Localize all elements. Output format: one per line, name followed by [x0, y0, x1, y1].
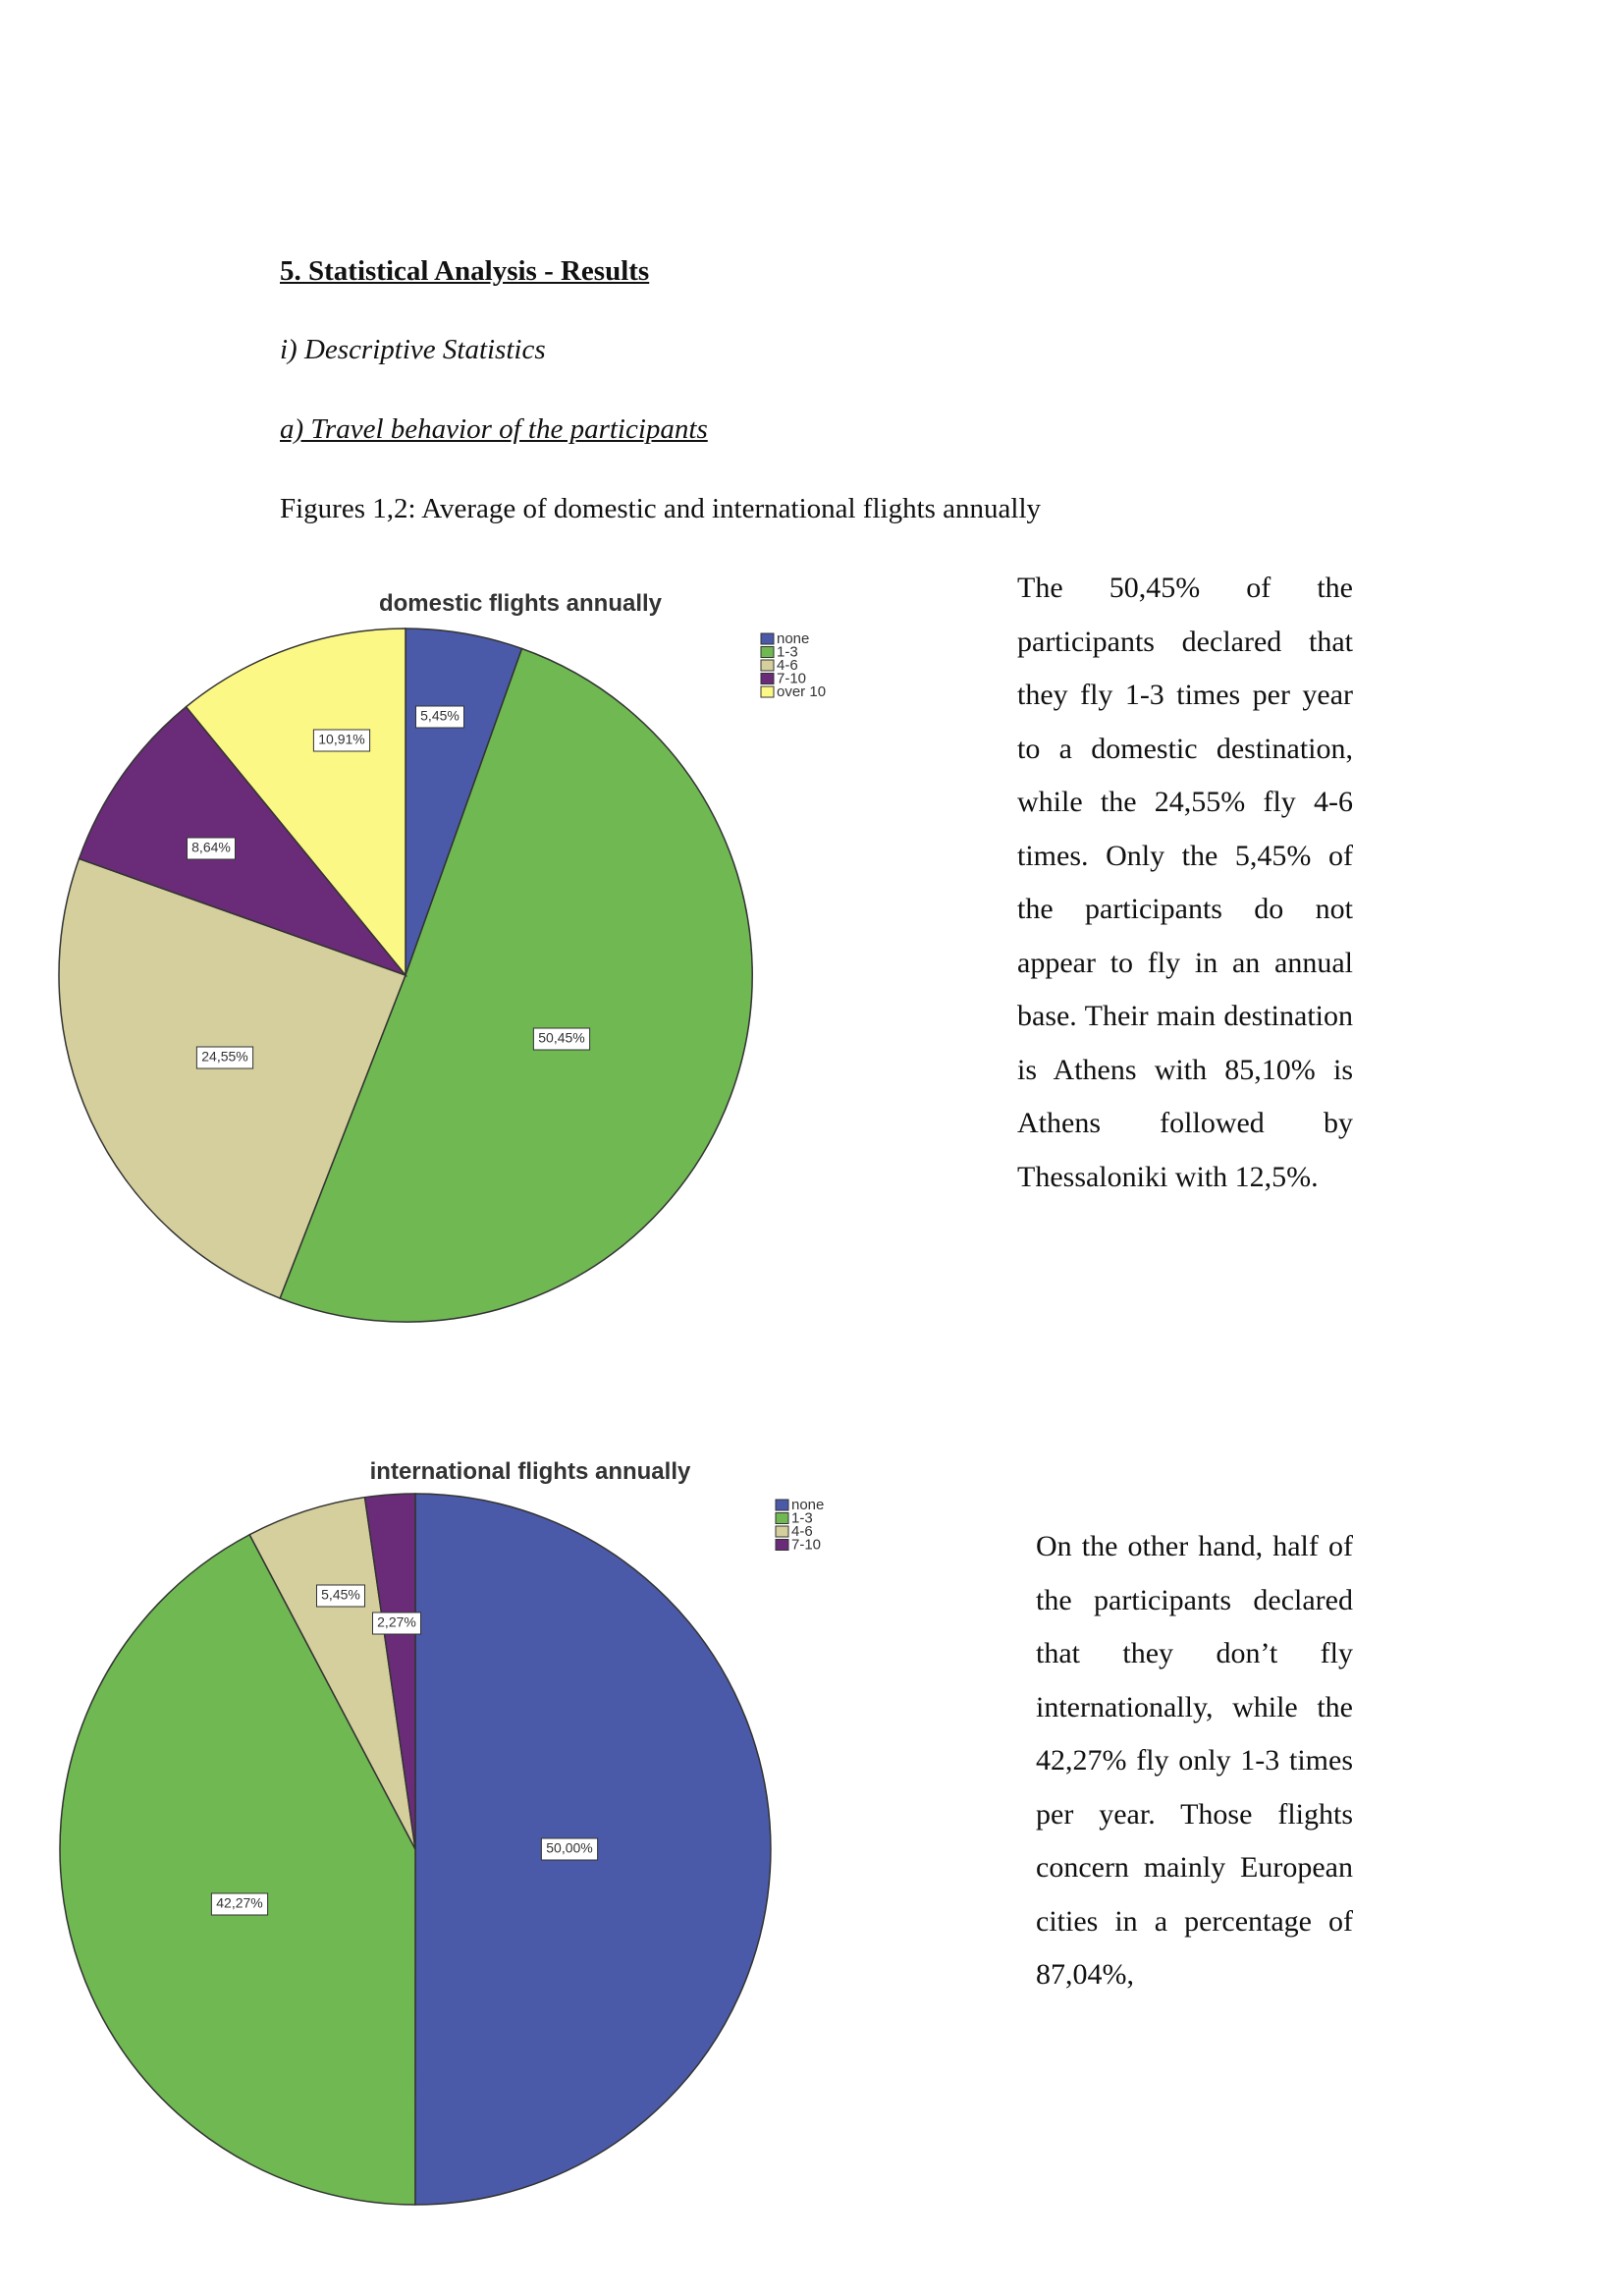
legend-label: 4-6 [791, 1523, 813, 1540]
data-label [211, 1893, 267, 1915]
data-label [313, 730, 369, 751]
domestic-flights-pie-chart [0, 570, 884, 1336]
legend-label: none [791, 1497, 825, 1513]
legend-swatch [761, 660, 774, 671]
legend-label: 1-3 [791, 1509, 813, 1527]
legend-label: 1-3 [777, 643, 798, 661]
legend-swatch [776, 1513, 788, 1524]
legend-swatch [776, 1540, 788, 1551]
data-label [196, 1047, 252, 1068]
paragraph-domestic: The 50,45% of the participants declared that they fly 1-3 times per year to a domestic destination, while the 24,55% fly 4-6 times. Only the 5,45% of the participants do not appear to fly in an annual base. Their main destination is Athens with 85,10% is Athens followed by Thessaloniki with 12,5%. [1017, 572, 1353, 1193]
chart-title: domestic flights annually [378, 590, 663, 617]
legend-swatch [761, 647, 774, 658]
legend-label: over 10 [777, 683, 827, 700]
legend-label: 4-6 [777, 657, 798, 674]
data-label [541, 1838, 597, 1860]
figure-caption: Figures 1,2: Average of domestic and international flights annually [280, 493, 1042, 524]
legend-label: 7-10 [777, 670, 807, 687]
legend-swatch [761, 633, 774, 644]
svg-text:24,55%: 24,55% [201, 1048, 248, 1065]
svg-text:10,91%: 10,91% [318, 731, 365, 747]
legend-label: 7-10 [791, 1536, 822, 1554]
data-label [533, 1028, 589, 1050]
legend-label: none [777, 630, 810, 647]
svg-text:50,45%: 50,45% [538, 1029, 585, 1046]
svg-text:5,45%: 5,45% [321, 1586, 360, 1603]
data-label [317, 1585, 365, 1607]
data-label [188, 838, 236, 859]
legend-swatch [776, 1526, 788, 1537]
international-flights-pie-chart [0, 1434, 884, 2229]
data-label [373, 1613, 421, 1634]
subsection-title: i) Descriptive Statistics [280, 334, 546, 365]
subsubsection-title: a) Travel behavior of the participants [280, 413, 708, 445]
legend-swatch [761, 674, 774, 684]
svg-text:5,45%: 5,45% [420, 707, 460, 724]
chart-title: international flights annually [369, 1458, 691, 1485]
svg-text:50,00%: 50,00% [546, 1839, 593, 1856]
svg-text:2,27%: 2,27% [377, 1613, 416, 1630]
svg-text:8,64%: 8,64% [191, 839, 231, 855]
svg-text:42,27%: 42,27% [216, 1894, 263, 1911]
legend-swatch [776, 1500, 788, 1510]
legend-swatch [761, 686, 774, 697]
data-label [416, 706, 464, 728]
section-title: 5. Statistical Analysis - Results [280, 255, 650, 287]
paragraph-international: On the other hand, half of the participants declared that they don’t fly internationally, while the 42,27% fly only 1-3 times per year. Those flights concern mainly European cities in a percentage of 87,04%, [1036, 1530, 1353, 1991]
